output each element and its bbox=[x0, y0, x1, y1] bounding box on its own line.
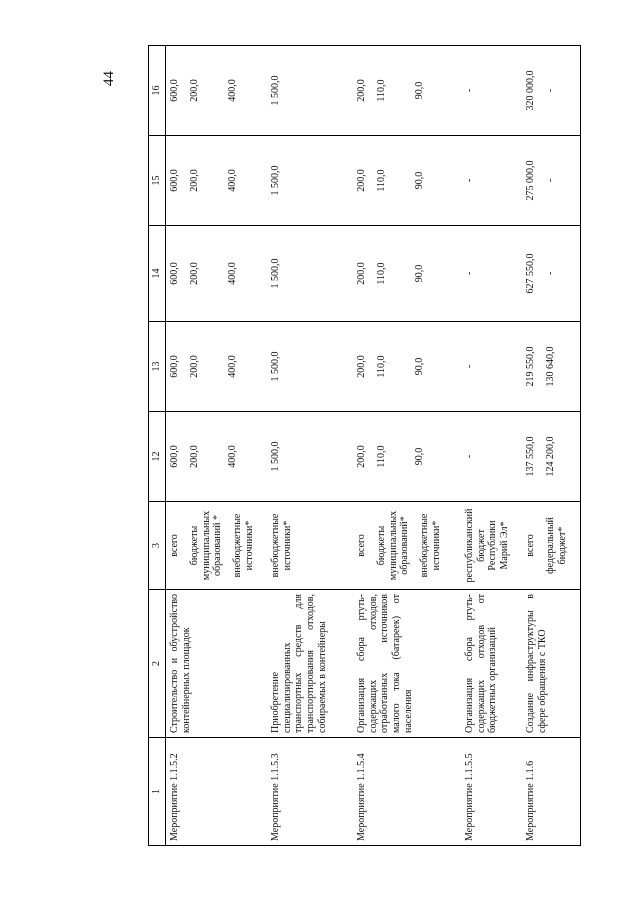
value-cell-16 bbox=[461, 46, 522, 136]
amount-value: 90,0 bbox=[413, 447, 425, 466]
funding-source-label: республиканский бюджет Республики Марий Эл* bbox=[463, 508, 511, 583]
amount-value: 200,0 bbox=[355, 445, 367, 468]
funding-source-cell bbox=[267, 502, 353, 590]
amount-value: 200,0 bbox=[188, 169, 200, 192]
value-cell-15 bbox=[522, 136, 580, 226]
amount-value: 200,0 bbox=[355, 262, 367, 285]
funding-source-label: внебюджетные источники* bbox=[269, 513, 293, 578]
amount-value: 1 500,0 bbox=[269, 75, 281, 106]
table-body bbox=[165, 46, 580, 846]
value-cell-12 bbox=[353, 412, 461, 502]
measure-id-cell: Мероприятие 1.1.5.3 bbox=[267, 738, 353, 846]
col-header-2: 2 bbox=[149, 590, 166, 738]
measure-description-cell: Организация сбора ртуть-содержащих отходов от бюджетных организаций bbox=[461, 590, 522, 738]
amount-value: - bbox=[463, 271, 475, 276]
amount-value: 1 500,0 bbox=[269, 441, 281, 472]
funding-source-cell bbox=[165, 502, 266, 590]
page-number: 44 bbox=[101, 71, 117, 86]
funding-source-label: внебюджетные источники* bbox=[232, 513, 255, 578]
table-row bbox=[267, 46, 353, 846]
value-cell-13 bbox=[165, 322, 266, 412]
amount-value: - bbox=[463, 178, 475, 183]
funding-source-cell bbox=[461, 502, 522, 590]
value-cell-14 bbox=[461, 226, 522, 322]
amount-value: 90,0 bbox=[413, 357, 425, 376]
col-header-3: 3 bbox=[149, 502, 166, 590]
funding-source-label: всего bbox=[524, 534, 536, 557]
amount-value: 137 550,0 bbox=[524, 436, 536, 477]
amount-value: 600,0 bbox=[168, 79, 180, 102]
measure-id-cell: Мероприятие 1.1.6 bbox=[522, 738, 580, 846]
funding-source-cell bbox=[522, 502, 580, 590]
amount-value: 627 550,0 bbox=[524, 253, 536, 294]
amount-value: 219 550,0 bbox=[524, 346, 536, 387]
amount-value: 1 500,0 bbox=[269, 351, 281, 382]
value-cell-16 bbox=[522, 46, 580, 136]
col-header-15: 15 bbox=[149, 136, 166, 226]
measure-id-cell: Мероприятие 1.1.5.2 bbox=[165, 738, 266, 846]
amount-value: 400,0 bbox=[226, 79, 238, 102]
amount-value: 400,0 bbox=[226, 355, 238, 378]
amount-value: 110,0 bbox=[375, 79, 387, 102]
amount-value: 200,0 bbox=[355, 355, 367, 378]
amount-value: 1 500,0 bbox=[269, 165, 281, 196]
value-cell-14 bbox=[353, 226, 461, 322]
amount-value: 90,0 bbox=[413, 171, 425, 190]
amount-value: 90,0 bbox=[413, 264, 425, 283]
header-row bbox=[149, 46, 166, 846]
amount-value: 400,0 bbox=[226, 445, 238, 468]
value-cell-16 bbox=[267, 46, 353, 136]
value-cell-14 bbox=[522, 226, 580, 322]
amount-value: 400,0 bbox=[226, 169, 238, 192]
table-row bbox=[522, 46, 580, 846]
amount-value: 200,0 bbox=[188, 262, 200, 285]
amount-value: 200,0 bbox=[188, 79, 200, 102]
measure-description-cell: Строительство и обустройство контейнерных площадок bbox=[165, 590, 266, 738]
amount-value: - bbox=[463, 88, 475, 93]
measure-description-cell: Организация сбора ртуть-содержащих отходов, отработанных источников малого тока (батареек) от населения bbox=[353, 590, 461, 738]
amount-value: 200,0 bbox=[188, 445, 200, 468]
funding-source-label: внебюджетные источники* bbox=[419, 513, 442, 578]
amount-value: 200,0 bbox=[355, 169, 367, 192]
value-cell-15 bbox=[165, 136, 266, 226]
value-cell-16 bbox=[165, 46, 266, 136]
col-header-1: 1 bbox=[149, 738, 166, 846]
measure-id-cell: Мероприятие 1.1.5.4 bbox=[353, 738, 461, 846]
amount-value: 110,0 bbox=[375, 262, 387, 285]
measure-description-cell: Приобретение специализированных транспортных средств для транспортирования отходов, собираемых в контейнеры bbox=[267, 590, 353, 738]
value-cell-14 bbox=[267, 226, 353, 322]
amount-value: - bbox=[544, 88, 556, 93]
col-header-13: 13 bbox=[149, 322, 166, 412]
value-cell-12 bbox=[165, 412, 266, 502]
value-cell-13 bbox=[522, 322, 580, 412]
table-row bbox=[165, 46, 266, 846]
budget-table bbox=[148, 45, 581, 846]
amount-value: 110,0 bbox=[375, 355, 387, 378]
value-cell-12 bbox=[522, 412, 580, 502]
value-cell-14 bbox=[165, 226, 266, 322]
amount-value: - bbox=[463, 364, 475, 369]
amount-value: 200,0 bbox=[355, 79, 367, 102]
value-cell-12 bbox=[267, 412, 353, 502]
measure-id-cell: Мероприятие 1.1.5.5 bbox=[461, 738, 522, 846]
col-header-12: 12 bbox=[149, 412, 166, 502]
amount-value: 200,0 bbox=[188, 355, 200, 378]
amount-value: 124 200,0 bbox=[544, 436, 556, 477]
value-cell-13 bbox=[353, 322, 461, 412]
col-header-14: 14 bbox=[149, 226, 166, 322]
col-header-16: 16 bbox=[149, 46, 166, 136]
amount-value: 275 000,0 bbox=[524, 160, 536, 201]
value-cell-16 bbox=[353, 46, 461, 136]
amount-value: 130 640,0 bbox=[544, 346, 556, 387]
value-cell-15 bbox=[353, 136, 461, 226]
table-row bbox=[461, 46, 522, 846]
funding-source-label: всего bbox=[168, 534, 180, 557]
funding-source-label: всего bbox=[355, 534, 367, 557]
table-row bbox=[353, 46, 461, 846]
rotated-table-container bbox=[148, 46, 568, 846]
funding-source-label: бюджеты муниципальных образований* bbox=[375, 510, 411, 581]
amount-value: 600,0 bbox=[168, 169, 180, 192]
funding-source-cell bbox=[353, 502, 461, 590]
measure-description-cell: Создание инфраструктуры в сфере обращения с ТКО bbox=[522, 590, 580, 738]
amount-value: - bbox=[544, 271, 556, 276]
funding-source-label: бюджеты муниципальных образований * bbox=[188, 510, 224, 581]
value-cell-13 bbox=[267, 322, 353, 412]
value-cell-13 bbox=[461, 322, 522, 412]
amount-value: - bbox=[544, 178, 556, 183]
amount-value: 320 000,0 bbox=[524, 70, 536, 111]
amount-value: 400,0 bbox=[226, 262, 238, 285]
value-cell-15 bbox=[461, 136, 522, 226]
value-cell-12 bbox=[461, 412, 522, 502]
funding-source-label: федеральный бюджет* bbox=[544, 517, 568, 574]
amount-value: 600,0 bbox=[168, 445, 180, 468]
amount-value: 1 500,0 bbox=[269, 258, 281, 289]
amount-value: 600,0 bbox=[168, 355, 180, 378]
amount-value: 600,0 bbox=[168, 262, 180, 285]
amount-value: 90,0 bbox=[413, 81, 425, 100]
value-cell-15 bbox=[267, 136, 353, 226]
amount-value: - bbox=[463, 454, 475, 459]
amount-value: 110,0 bbox=[375, 445, 387, 468]
amount-value: 110,0 bbox=[375, 169, 387, 192]
